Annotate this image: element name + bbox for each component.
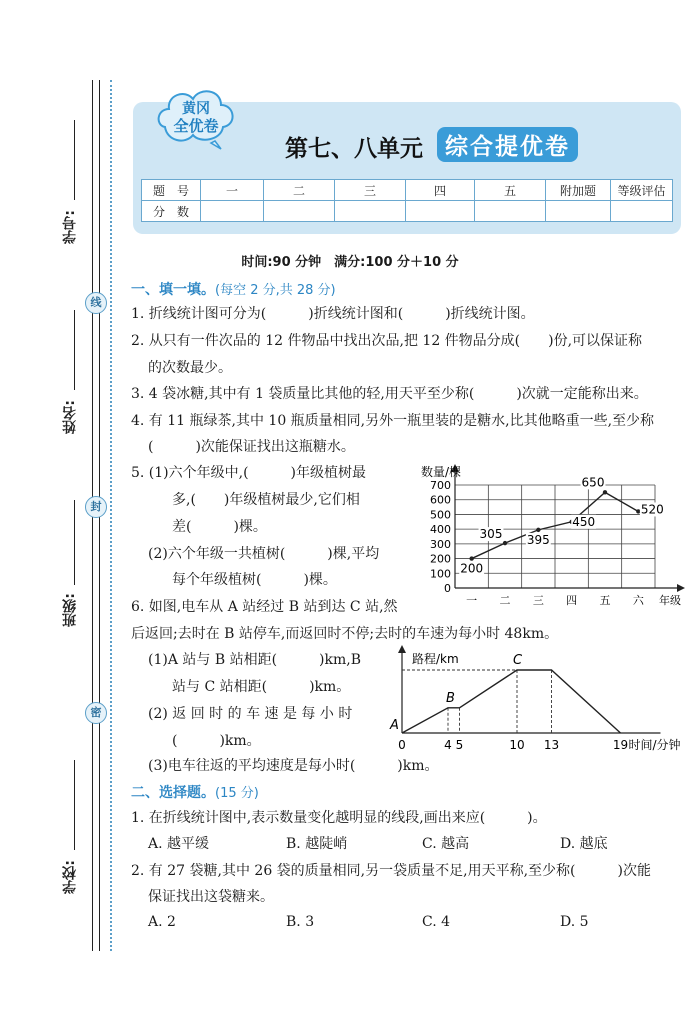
y-axis-arrow bbox=[398, 645, 406, 653]
score-cell: 一 bbox=[201, 180, 264, 201]
score-cell: 三 bbox=[335, 180, 406, 201]
score-table-header-row bbox=[142, 180, 673, 201]
choice-1-option-a[interactable]: A. 越平缓 bbox=[148, 836, 210, 852]
point-label-b: B bbox=[446, 690, 455, 706]
score-input-cell[interactable] bbox=[264, 201, 335, 222]
data-label: 200 bbox=[460, 561, 484, 576]
x-tick-label: 0 bbox=[398, 738, 406, 752]
y-tick-label: 400 bbox=[430, 523, 451, 537]
logo-line1: 黄冈 bbox=[182, 101, 210, 117]
section2-note: (15 分) bbox=[215, 786, 259, 801]
score-input-cell[interactable] bbox=[546, 201, 611, 222]
title-badge: 综合提优卷 bbox=[437, 127, 578, 162]
time-info: 时间:90 分钟 满分:100 分＋10 分 bbox=[241, 255, 459, 270]
y-tick-label: 100 bbox=[430, 567, 451, 581]
y-axis-label: 数量/棵 bbox=[421, 465, 462, 479]
x-tick-label: 10 bbox=[509, 738, 525, 752]
score-cell: 分 数 bbox=[142, 201, 201, 222]
score-input-cell[interactable] bbox=[611, 201, 673, 222]
choice-2-question-line2: 保证找出这袋糖来。 bbox=[148, 889, 274, 905]
choice-1-question: 1. 在折线统计图中,表示数量变化越明显的线段,画出来应( )。 bbox=[131, 810, 547, 826]
school-label: 学校: bbox=[62, 860, 78, 894]
point-label-a: A bbox=[390, 718, 399, 733]
section1-heading: 一、填一填。 bbox=[131, 282, 215, 298]
y-tick-label: 500 bbox=[430, 508, 451, 522]
x-tick-label: 4 bbox=[444, 738, 452, 752]
question-5-line5: 每个年级植树( )棵。 bbox=[172, 572, 337, 588]
data-label: 520 bbox=[640, 502, 664, 517]
section2-heading: 二、选择题。 bbox=[131, 785, 215, 801]
score-cell: 二 bbox=[264, 180, 335, 201]
seal-key-secret: 密 bbox=[85, 702, 107, 724]
question-2-line2: 的次数最少。 bbox=[148, 360, 232, 376]
score-cell: 四 bbox=[406, 180, 475, 201]
score-cell: 五 bbox=[475, 180, 546, 201]
seal-key-seal: 封 bbox=[85, 496, 107, 518]
seal-key-line: 线 bbox=[85, 292, 107, 314]
choice-1-option-c[interactable]: C. 越高 bbox=[422, 836, 470, 852]
score-input-cell[interactable] bbox=[475, 201, 546, 222]
section1-title bbox=[131, 279, 336, 299]
choice-2-question-line1: 2. 有 27 袋糖,其中 26 袋的质量相同,另一袋质量不足,用天平称,至少称( )次能 bbox=[131, 863, 651, 879]
logo-cloud-icon bbox=[155, 85, 237, 151]
choice-1-option-d[interactable]: D. 越底 bbox=[560, 836, 608, 852]
data-point bbox=[636, 509, 640, 513]
x-tick-label: 19 bbox=[612, 738, 629, 752]
name-label: 姓名: bbox=[62, 400, 78, 434]
question-6-line5: (2) 返 回 时 的 车 速 是 每 小 时 bbox=[148, 706, 353, 722]
score-table-score-row bbox=[142, 201, 673, 222]
score-input-cell[interactable] bbox=[335, 201, 406, 222]
choice-2-option-c[interactable]: C. 4 bbox=[422, 914, 451, 930]
x-tick-label: 一 bbox=[466, 594, 478, 607]
data-point bbox=[503, 541, 507, 545]
student-id-blank[interactable] bbox=[74, 120, 75, 200]
student-id-label: 学号: bbox=[62, 210, 78, 244]
question-5-line4: (2)六个年级一共植树( )棵,平均 bbox=[148, 546, 380, 562]
question-6-line2: 后返回;去时在 B 站停车,而返回时不停;去时的车速为每小时 48km。 bbox=[131, 626, 559, 642]
question-2-line1: 2. 从只有一件次品的 12 件物品中找出次品,把 12 件物品分成( )份,可以保证称 bbox=[131, 333, 643, 349]
y-axis-label: 路程/km bbox=[412, 652, 459, 666]
data-label: 450 bbox=[572, 514, 596, 529]
x-tick-label: 五 bbox=[599, 594, 611, 607]
question-6-line4: 站与 C 站相距( )km。 bbox=[172, 679, 351, 695]
choice-2-option-a[interactable]: A. 2 bbox=[148, 914, 176, 930]
question-5-line3: 差( )棵。 bbox=[172, 519, 267, 535]
x-tick-label: 六 bbox=[632, 594, 644, 607]
question-6-line3: (1)A 站与 B 站相距( )km,B bbox=[148, 652, 362, 668]
choice-2-option-d[interactable]: D. 5 bbox=[560, 914, 589, 930]
logo-line2: 全优卷 bbox=[173, 117, 219, 135]
name-blank[interactable] bbox=[74, 310, 75, 390]
data-point bbox=[603, 490, 607, 494]
page-title: 第七、八单元 bbox=[285, 136, 423, 162]
question-3: 3. 4 袋冰糖,其中有 1 袋质量比其他的轻,用天平至少称( )次就一定能称出来。 bbox=[131, 386, 648, 402]
question-4-line1: 4. 有 11 瓶绿茶,其中 10 瓶质量相同,另外一瓶里装的是糖水,比其他略重一些,至少称 bbox=[131, 413, 655, 429]
y-tick-label: 0 bbox=[444, 582, 451, 595]
data-label: 305 bbox=[479, 527, 503, 542]
y-tick-label: 200 bbox=[430, 552, 451, 566]
tree-planting-line-chart bbox=[415, 462, 690, 607]
score-input-cell[interactable] bbox=[406, 201, 475, 222]
cut-dotted-line bbox=[110, 80, 112, 951]
score-cell: 等级评估 bbox=[611, 180, 673, 201]
question-5-line2: 多,( )年级植树最少,它们相 bbox=[172, 492, 360, 508]
y-tick-label: 700 bbox=[430, 479, 451, 492]
x-tick-label: 5 bbox=[455, 738, 464, 752]
question-1: 1. 折线统计图可分为( )折线统计图和( )折线统计图。 bbox=[131, 306, 535, 322]
question-4-line2: ( )次能保证找出这瓶糖水。 bbox=[148, 439, 355, 455]
x-tick-label: 三 bbox=[532, 594, 544, 607]
question-6-line6: ( )km。 bbox=[172, 733, 261, 749]
choice-1-option-b[interactable]: B. 越陡峭 bbox=[286, 836, 348, 852]
x-tick-label: 四 bbox=[566, 594, 578, 607]
school-blank[interactable] bbox=[74, 760, 75, 850]
x-axis-label: 年级 bbox=[659, 594, 681, 607]
question-6-line7: (3)电车往返的平均速度是每小时( )km。 bbox=[148, 758, 439, 774]
score-table bbox=[141, 179, 673, 222]
y-tick-label: 600 bbox=[430, 493, 451, 507]
x-axis-arrow bbox=[677, 584, 685, 592]
class-label: 班级: bbox=[62, 593, 78, 627]
data-point bbox=[469, 556, 473, 560]
question-5-line1: 5. (1)六个年级中,( )年级植树最 bbox=[131, 465, 367, 481]
x-tick-label: 二 bbox=[499, 594, 511, 607]
route-line bbox=[402, 670, 621, 733]
x-axis-label: 时间/分钟 bbox=[628, 738, 681, 752]
point-label-c: C bbox=[513, 653, 523, 668]
x-tick-label: 13 bbox=[543, 738, 560, 752]
y-tick-label: 300 bbox=[430, 537, 451, 551]
question-6-line1: 6. 如图,电车从 A 站经过 B 站到达 C 站,然 bbox=[131, 599, 398, 615]
class-blank[interactable] bbox=[74, 500, 75, 585]
data-label: 395 bbox=[526, 532, 550, 547]
section2-title bbox=[131, 782, 259, 802]
score-cell: 附加题 bbox=[546, 180, 611, 201]
score-cell: 题 号 bbox=[142, 180, 201, 201]
choice-2-option-b[interactable]: B. 3 bbox=[286, 914, 315, 930]
data-label: 650 bbox=[581, 475, 605, 490]
distance-time-chart bbox=[388, 645, 688, 757]
section1-note: (每空 2 分,共 28 分) bbox=[215, 283, 336, 298]
data-point bbox=[536, 528, 540, 532]
score-input-cell[interactable] bbox=[201, 201, 264, 222]
